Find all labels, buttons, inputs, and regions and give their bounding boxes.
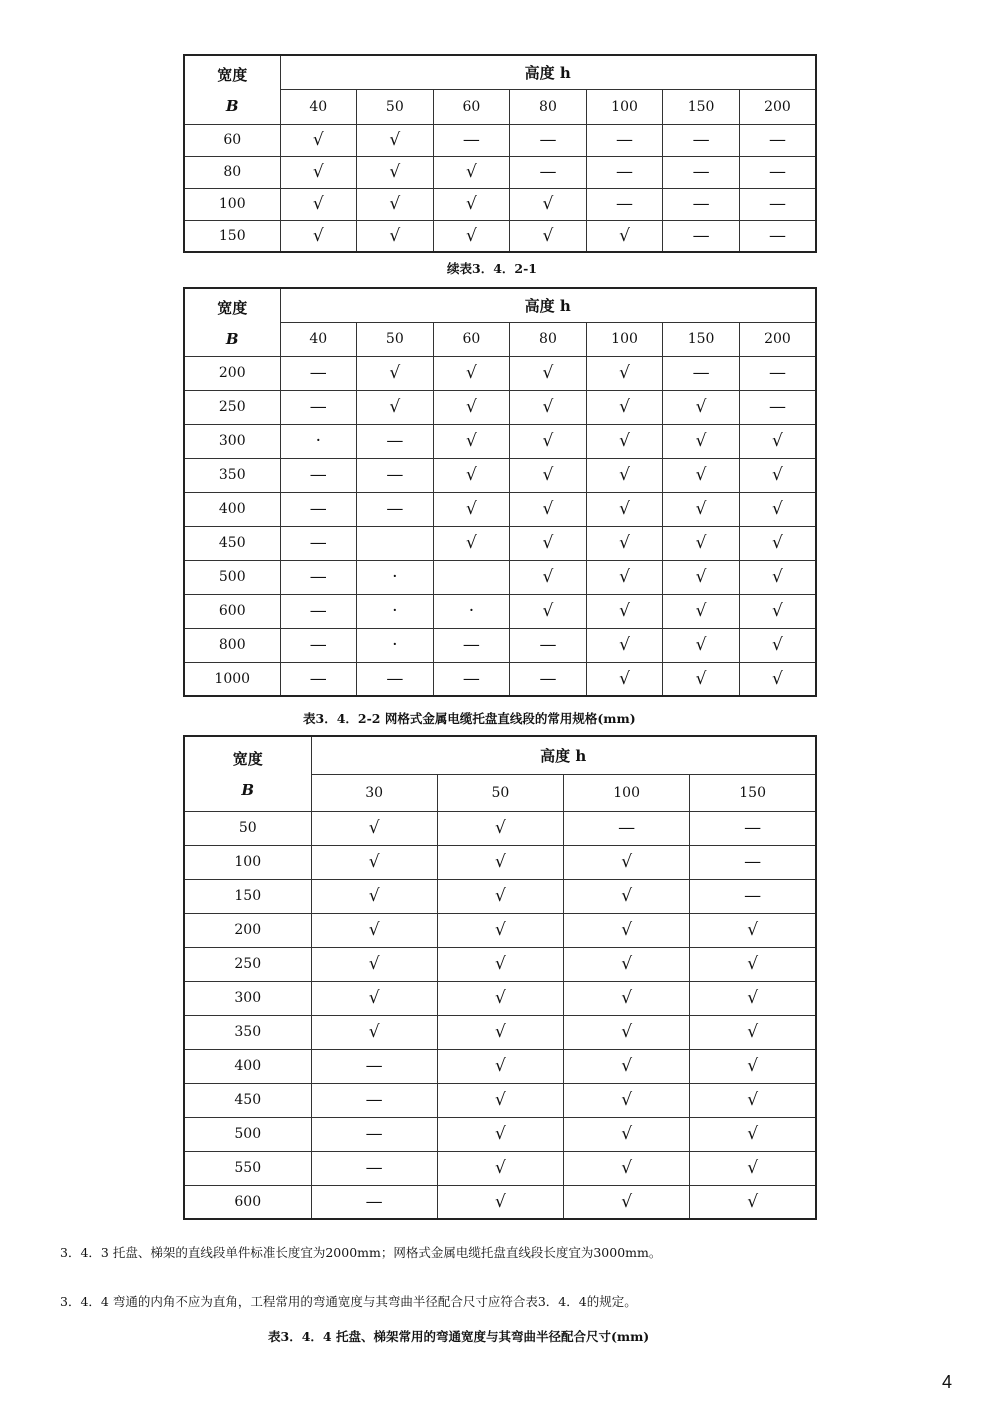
availability-cell: √ <box>690 1151 816 1185</box>
availability-cell: — <box>311 1083 437 1117</box>
table-row <box>184 356 816 390</box>
width-b-header: 宽度 B <box>184 55 280 124</box>
availability-cell: √ <box>280 124 357 156</box>
availability-cell: √ <box>564 947 690 981</box>
height-col-header: 200 <box>739 89 816 124</box>
table-row <box>184 913 816 947</box>
width-value: 500 <box>184 1117 311 1151</box>
availability-cell: — <box>663 156 740 188</box>
table-row <box>184 1185 816 1219</box>
availability-cell: — <box>433 124 510 156</box>
height-col-header: 50 <box>357 322 434 356</box>
availability-cell: √ <box>586 560 663 594</box>
table-caption-2-2: 表3．4．2-2 网格式金属电缆托盘直线段的常用规格(mm) <box>303 711 636 726</box>
availability-cell: √ <box>663 662 740 696</box>
width-value: 600 <box>184 594 280 628</box>
availability-cell: √ <box>510 594 587 628</box>
availability-cell: — <box>311 1117 437 1151</box>
table-row <box>184 424 816 458</box>
availability-cell: √ <box>663 526 740 560</box>
availability-cell: √ <box>564 879 690 913</box>
availability-cell: — <box>739 220 816 252</box>
availability-cell: √ <box>564 1083 690 1117</box>
availability-cell: √ <box>564 981 690 1015</box>
height-col-header: 150 <box>663 89 740 124</box>
availability-cell: — <box>280 594 357 628</box>
availability-cell: √ <box>357 188 434 220</box>
width-value: 400 <box>184 1049 311 1083</box>
availability-cell: √ <box>690 1015 816 1049</box>
availability-cell: — <box>586 156 663 188</box>
width-value: 250 <box>184 947 311 981</box>
width-value: 80 <box>184 156 280 188</box>
width-value: 350 <box>184 1015 311 1049</box>
width-value: 150 <box>184 879 311 913</box>
availability-cell: √ <box>311 913 437 947</box>
availability-cell: — <box>280 628 357 662</box>
availability-cell: √ <box>437 1015 563 1049</box>
availability-cell: √ <box>739 458 816 492</box>
availability-cell: — <box>739 390 816 424</box>
availability-cell: — <box>280 662 357 696</box>
table-row <box>184 156 816 188</box>
table-row <box>184 1049 816 1083</box>
availability-cell: √ <box>586 220 663 252</box>
availability-cell: √ <box>311 845 437 879</box>
availability-cell: √ <box>357 124 434 156</box>
table-row <box>184 879 816 913</box>
availability-cell: √ <box>433 356 510 390</box>
table-row <box>184 526 816 560</box>
width-value: 400 <box>184 492 280 526</box>
spec-table-1 <box>183 54 817 253</box>
width-value: 800 <box>184 628 280 662</box>
availability-cell: √ <box>433 424 510 458</box>
height-col-header: 50 <box>357 89 434 124</box>
height-col-header: 50 <box>437 774 563 811</box>
availability-cell: √ <box>510 356 587 390</box>
width-value: 500 <box>184 560 280 594</box>
availability-cell: √ <box>433 526 510 560</box>
availability-cell: √ <box>437 1049 563 1083</box>
width-value: 100 <box>184 845 311 879</box>
availability-cell: √ <box>663 594 740 628</box>
availability-cell: √ <box>437 879 563 913</box>
availability-cell: — <box>357 662 434 696</box>
table-row <box>184 845 816 879</box>
availability-cell: √ <box>437 845 563 879</box>
table-row <box>184 220 816 252</box>
width-value: 250 <box>184 390 280 424</box>
availability-cell: √ <box>739 594 816 628</box>
width-value: 450 <box>184 1083 311 1117</box>
availability-cell: — <box>280 526 357 560</box>
availability-cell: √ <box>437 1185 563 1219</box>
availability-cell: — <box>280 492 357 526</box>
availability-cell: √ <box>433 156 510 188</box>
table-row <box>184 188 816 220</box>
availability-cell: √ <box>311 981 437 1015</box>
width-value: 200 <box>184 356 280 390</box>
availability-cell: √ <box>586 594 663 628</box>
availability-cell: √ <box>690 1083 816 1117</box>
availability-cell: — <box>357 458 434 492</box>
availability-cell: √ <box>433 458 510 492</box>
availability-cell: √ <box>437 913 563 947</box>
availability-cell: √ <box>586 458 663 492</box>
availability-cell: — <box>280 390 357 424</box>
width-value: 100 <box>184 188 280 220</box>
availability-cell: √ <box>564 1049 690 1083</box>
availability-cell: — <box>280 458 357 492</box>
table-row <box>184 390 816 424</box>
availability-cell: — <box>280 560 357 594</box>
availability-cell: √ <box>586 356 663 390</box>
table-row <box>184 594 816 628</box>
availability-cell: — <box>739 356 816 390</box>
table-row <box>184 1083 816 1117</box>
height-col-header: 40 <box>280 89 357 124</box>
availability-cell: — <box>739 188 816 220</box>
width-value: 150 <box>184 220 280 252</box>
availability-cell: √ <box>510 492 587 526</box>
availability-cell: · <box>280 424 357 458</box>
availability-cell: √ <box>510 560 587 594</box>
availability-cell <box>433 560 510 594</box>
availability-cell: — <box>357 492 434 526</box>
availability-cell: √ <box>586 492 663 526</box>
table-row <box>184 662 816 696</box>
availability-cell: √ <box>739 560 816 594</box>
availability-cell: √ <box>690 1049 816 1083</box>
height-h-header: 高度 h <box>280 55 816 89</box>
table-row <box>184 1117 816 1151</box>
availability-cell: √ <box>663 628 740 662</box>
availability-cell: √ <box>510 424 587 458</box>
availability-cell: √ <box>586 424 663 458</box>
width-value: 600 <box>184 1185 311 1219</box>
availability-cell: √ <box>280 156 357 188</box>
height-col-header: 80 <box>510 322 587 356</box>
availability-cell: √ <box>357 156 434 188</box>
availability-cell: √ <box>663 390 740 424</box>
availability-cell: — <box>690 811 816 845</box>
availability-cell: √ <box>510 458 587 492</box>
availability-cell: √ <box>739 526 816 560</box>
width-value: 350 <box>184 458 280 492</box>
availability-cell: √ <box>311 811 437 845</box>
availability-cell: — <box>586 188 663 220</box>
availability-cell: — <box>510 156 587 188</box>
table-row <box>184 981 816 1015</box>
height-col-header: 60 <box>433 89 510 124</box>
availability-cell: √ <box>357 356 434 390</box>
availability-cell: √ <box>433 492 510 526</box>
availability-cell: √ <box>357 390 434 424</box>
table-row <box>184 628 816 662</box>
availability-cell: √ <box>586 662 663 696</box>
availability-cell: √ <box>586 390 663 424</box>
availability-cell: — <box>311 1049 437 1083</box>
width-value: 450 <box>184 526 280 560</box>
availability-cell: — <box>586 124 663 156</box>
availability-cell: √ <box>586 526 663 560</box>
availability-cell: — <box>311 1151 437 1185</box>
availability-cell: √ <box>690 947 816 981</box>
availability-cell: √ <box>564 845 690 879</box>
availability-cell: — <box>663 188 740 220</box>
height-col-header: 200 <box>739 322 816 356</box>
availability-cell: √ <box>690 1117 816 1151</box>
availability-cell: · <box>357 594 434 628</box>
availability-cell: √ <box>437 947 563 981</box>
availability-cell: √ <box>437 1117 563 1151</box>
availability-cell: √ <box>510 390 587 424</box>
table-continued-caption: 续表3．4．2-1 <box>447 261 537 276</box>
height-h-header: 高度 h <box>311 736 816 774</box>
availability-cell: √ <box>280 220 357 252</box>
table-row <box>184 560 816 594</box>
availability-cell: — <box>510 124 587 156</box>
availability-cell: √ <box>564 1015 690 1049</box>
spec-table-3 <box>183 735 817 1220</box>
width-b-header: 宽度 B <box>184 736 311 811</box>
availability-cell: √ <box>564 1151 690 1185</box>
availability-cell: — <box>510 662 587 696</box>
availability-cell: √ <box>564 913 690 947</box>
availability-cell: — <box>433 628 510 662</box>
availability-cell: · <box>357 628 434 662</box>
height-col-header: 150 <box>690 774 816 811</box>
table-row <box>184 1151 816 1185</box>
availability-cell: — <box>739 124 816 156</box>
availability-cell: √ <box>433 220 510 252</box>
width-b-header: 宽度 B <box>184 288 280 356</box>
table-row <box>184 947 816 981</box>
availability-cell: √ <box>663 424 740 458</box>
availability-cell: — <box>690 879 816 913</box>
availability-cell: √ <box>433 188 510 220</box>
availability-cell: √ <box>437 1083 563 1117</box>
availability-cell: — <box>663 124 740 156</box>
height-col-header: 150 <box>663 322 740 356</box>
availability-cell: — <box>280 356 357 390</box>
availability-cell: — <box>739 156 816 188</box>
page-number: 4 <box>941 1372 952 1392</box>
width-value: 200 <box>184 913 311 947</box>
availability-cell: √ <box>510 526 587 560</box>
availability-cell: √ <box>510 188 587 220</box>
height-col-header: 100 <box>586 89 663 124</box>
availability-cell: √ <box>739 628 816 662</box>
table-row <box>184 124 816 156</box>
availability-cell: √ <box>437 811 563 845</box>
table-row <box>184 492 816 526</box>
availability-cell: — <box>357 424 434 458</box>
height-col-header: 100 <box>564 774 690 811</box>
spec-table-2 <box>183 287 817 697</box>
availability-cell: — <box>690 845 816 879</box>
height-col-header: 30 <box>311 774 437 811</box>
availability-cell: — <box>510 628 587 662</box>
availability-cell: — <box>564 811 690 845</box>
width-value: 1000 <box>184 662 280 696</box>
availability-cell: — <box>663 356 740 390</box>
height-col-header: 100 <box>586 322 663 356</box>
width-value: 50 <box>184 811 311 845</box>
availability-cell: √ <box>586 628 663 662</box>
availability-cell: √ <box>690 981 816 1015</box>
availability-cell <box>357 526 434 560</box>
availability-cell: √ <box>739 492 816 526</box>
availability-cell: · <box>433 594 510 628</box>
availability-cell: √ <box>564 1185 690 1219</box>
availability-cell: √ <box>564 1117 690 1151</box>
table-row <box>184 458 816 492</box>
availability-cell: √ <box>437 981 563 1015</box>
paragraph-3-4-4: 3．4．4 弯通的内角不应为直角，工程常用的弯通宽度与其弯曲半径配合尺寸应符合表3．4．4的规定。 <box>60 1294 637 1309</box>
availability-cell: · <box>357 560 434 594</box>
availability-cell: √ <box>739 662 816 696</box>
height-col-header: 60 <box>433 322 510 356</box>
width-value: 60 <box>184 124 280 156</box>
availability-cell: √ <box>357 220 434 252</box>
availability-cell: — <box>433 662 510 696</box>
availability-cell: — <box>663 220 740 252</box>
availability-cell: √ <box>663 458 740 492</box>
availability-cell: √ <box>311 1015 437 1049</box>
availability-cell: √ <box>311 947 437 981</box>
availability-cell: √ <box>280 188 357 220</box>
table-row <box>184 1015 816 1049</box>
paragraph-3-4-3: 3．4．3 托盘、梯架的直线段单件标准长度宜为2000mm；网格式金属电缆托盘直线段长度宜为3000mm。 <box>60 1245 662 1260</box>
availability-cell: — <box>311 1185 437 1219</box>
width-value: 550 <box>184 1151 311 1185</box>
height-col-header: 80 <box>510 89 587 124</box>
availability-cell: √ <box>690 913 816 947</box>
availability-cell: √ <box>510 220 587 252</box>
table-caption-3-4-4: 表3．4．4 托盘、梯架常用的弯通宽度与其弯曲半径配合尺寸(mm) <box>268 1329 650 1344</box>
width-value: 300 <box>184 424 280 458</box>
height-col-header: 40 <box>280 322 357 356</box>
availability-cell: √ <box>437 1151 563 1185</box>
availability-cell: √ <box>690 1185 816 1219</box>
width-value: 300 <box>184 981 311 1015</box>
table-row <box>184 811 816 845</box>
height-h-header: 高度 h <box>280 288 816 322</box>
availability-cell: √ <box>311 879 437 913</box>
availability-cell: √ <box>433 390 510 424</box>
availability-cell: √ <box>663 492 740 526</box>
availability-cell: √ <box>739 424 816 458</box>
availability-cell: √ <box>663 560 740 594</box>
